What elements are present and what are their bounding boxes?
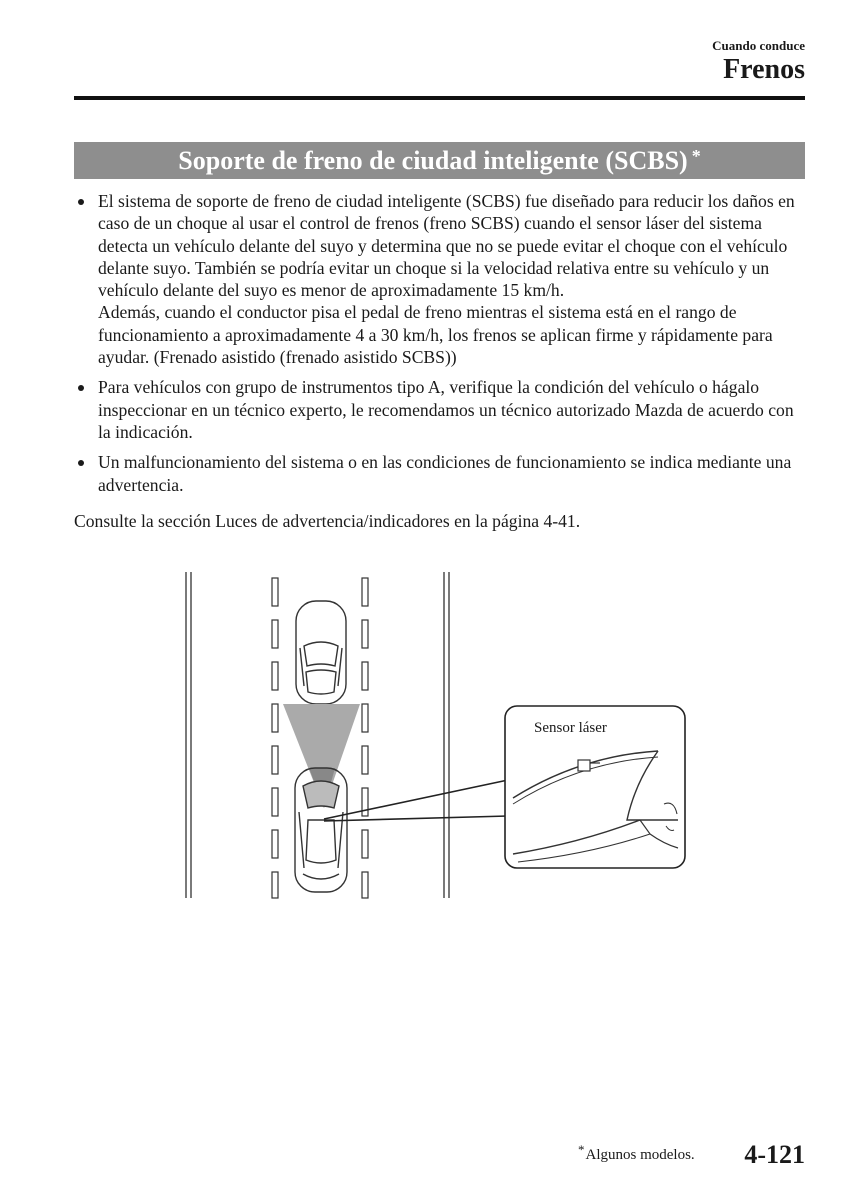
scbs-illustration	[180, 568, 690, 903]
footer-asterisk: *	[578, 1142, 585, 1157]
footer-note-text: Algunos modelos.	[585, 1147, 695, 1163]
bullet-paragraph: Además, cuando el conductor pisa el pedal de freno mientras el sistema está en el rango de funcionamiento a aproximadamente 4 a 30 km/h, los frenos se aplican firme y rápidamente para ayudar. (Frenado asistido (frenado asistido SCBS))	[98, 302, 773, 368]
car-ahead	[296, 601, 346, 704]
bullet-item	[74, 190, 809, 368]
sensor-callout	[505, 706, 685, 868]
bullet-paragraph: Un malfuncionamiento del sistema o en las condiciones de funcionamiento se indica mediante una advertencia.	[98, 452, 792, 495]
topic-title: Soporte de freno de ciudad inteligente (SCBS)	[178, 145, 688, 175]
header-rule	[74, 96, 805, 100]
bullet-item	[74, 376, 809, 443]
page-reference: Consulte la sección Luces de advertencia/indicadores en la página 4-41.	[74, 510, 581, 531]
body-content	[74, 190, 809, 532]
own-car	[295, 768, 347, 892]
chapter-label: Cuando conduce	[712, 38, 805, 53]
bullet-paragraph: Para vehículos con grupo de instrumentos tipo A, verifique la condición del vehículo o hágalo inspeccionar en un técnico experto, le recomendamos un técnico autorizado Mazda de acuerdo con la indicación.	[98, 377, 794, 442]
topic-banner	[74, 142, 805, 179]
section-title: Frenos	[723, 54, 805, 85]
callout-label: Sensor láser	[534, 720, 607, 736]
bullet-dot	[78, 199, 84, 205]
bullet-dot	[78, 460, 84, 466]
bullet-item	[74, 451, 809, 496]
bullet-dot	[78, 385, 84, 391]
callout-leader	[324, 780, 508, 821]
page-number: 4-121	[744, 1140, 805, 1169]
bullet-paragraph: El sistema de soporte de freno de ciudad inteligente (SCBS) fue diseñado para reducir los daños en caso de un choque al usar el control de frenos (freno SCBS) cuando el sensor láser del sistema detecta un vehículo delante del suyo y determina que no se puede evitar el choque con el vehículo delante suyo. También se podría evitar un choque si la velocidad relativa entre su vehículo y un vehículo delante del suyo es menor de aproximadamente 15 km/h.	[98, 191, 795, 301]
footer-note	[578, 1142, 695, 1164]
bullet-list	[74, 190, 809, 496]
model-asterisk: *	[691, 146, 701, 166]
